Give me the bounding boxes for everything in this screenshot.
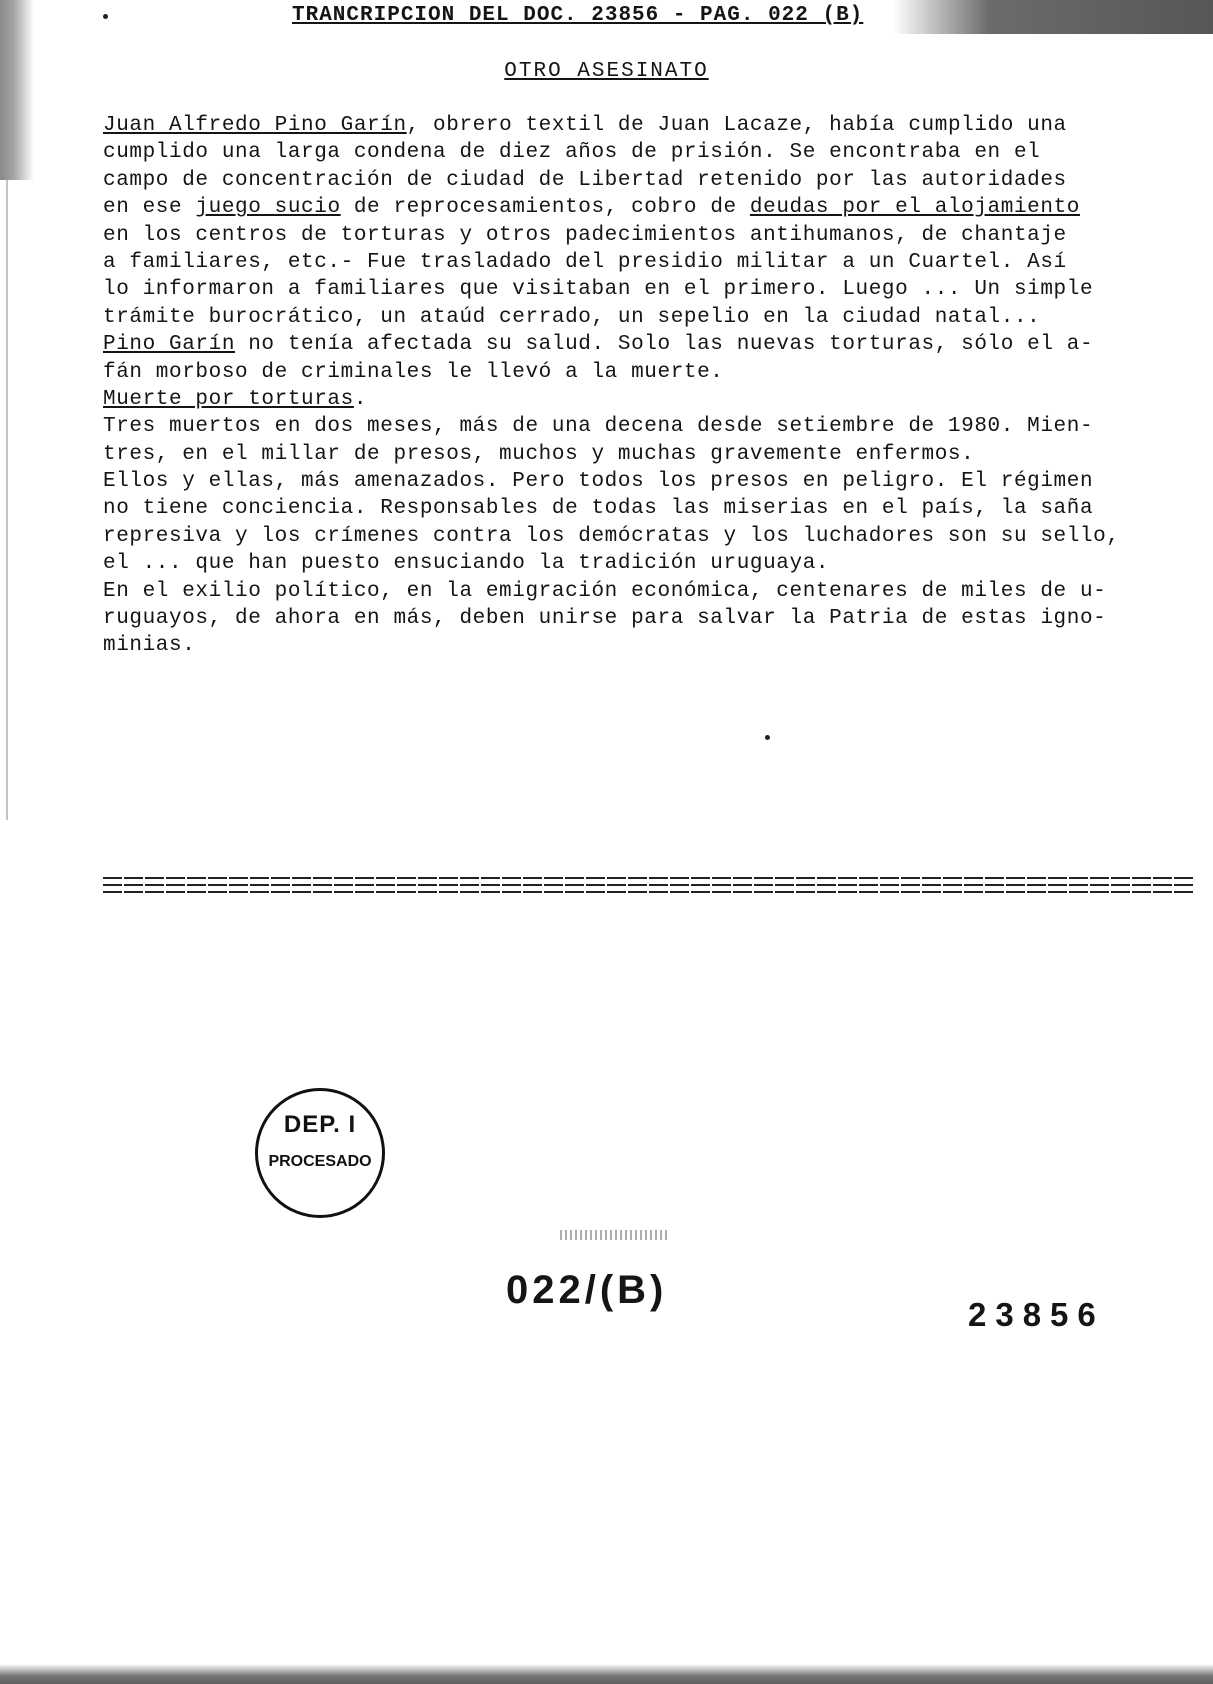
scan-edge-shadow-left xyxy=(0,0,34,180)
article-line xyxy=(103,468,1193,495)
text-segment: En el exilio político, en la emigración económica, centenares de miles de u- xyxy=(103,579,1107,603)
text-segment: campo de concentración de ciudad de Libertad retenido por las autoridades xyxy=(103,168,1067,192)
text-segment: el ... que han puesto ensuciando la tradición uruguaya. xyxy=(103,552,830,576)
text-segment: minias. xyxy=(103,634,196,658)
article-line xyxy=(103,632,1193,659)
article-line xyxy=(103,359,1193,386)
text-segment: ruguayos, de ahora en más, deben unirse para salvar la Patria de estas igno- xyxy=(103,607,1107,631)
divider-line xyxy=(103,884,1193,886)
article-line xyxy=(103,441,1193,468)
article-line xyxy=(103,386,1193,413)
scan-speck xyxy=(103,14,108,19)
underlined-text: deudas por el alojamiento xyxy=(749,196,1080,220)
text-segment: en ese xyxy=(103,196,196,220)
article-line xyxy=(103,331,1193,358)
divider-line xyxy=(103,877,1193,879)
text-segment: Ellos y ellas, más amenazados. Pero todos los presos en peligro. El régimen xyxy=(103,470,1094,494)
scan-edge-line-left xyxy=(6,180,8,820)
text-segment: tres, en el millar de presos, muchos y muchas gravemente enfermos. xyxy=(103,442,975,466)
stamp-status: PROCESADO xyxy=(268,1153,372,1170)
scan-edge-shadow-bottom xyxy=(0,1664,1213,1684)
article-line xyxy=(103,249,1193,276)
scan-speck xyxy=(765,735,770,740)
text-segment: no tiene conciencia. Responsables de todas las miserias en el país, la saña xyxy=(103,497,1094,521)
processed-stamp xyxy=(255,1088,385,1218)
text-segment: Tres muertos en dos meses, más de una decena desde setiembre de 1980. Mien- xyxy=(103,415,1094,439)
text-segment: no tenía afectada su salud. Solo las nuevas torturas, sólo el a- xyxy=(235,333,1094,357)
text-segment: a familiares, etc.- Fue trasladado del presidio militar a un Cuartel. Así xyxy=(103,250,1067,274)
article-line xyxy=(103,413,1193,440)
text-segment: en los centros de torturas y otros padecimientos antihumanos, de chantaje xyxy=(103,223,1067,247)
article-line xyxy=(103,222,1193,249)
article-line xyxy=(103,276,1193,303)
article-title: OTRO ASESINATO xyxy=(504,60,709,83)
underlined-text: Juan Alfredo Pino Garín xyxy=(103,114,407,137)
underlined-text: Muerte por torturas xyxy=(103,387,354,411)
transcription-header: TRANCRIPCION DEL DOC. 23856 - PAG. 022 (B) xyxy=(292,4,864,27)
article-line xyxy=(103,550,1193,577)
text-segment: lo informaron a familiares que visitaban en el primero. Luego ... Un simple xyxy=(103,278,1094,302)
article-line xyxy=(103,605,1193,632)
article-line xyxy=(103,523,1193,550)
ink-smudge xyxy=(560,1230,670,1240)
folio-number: 022/(B) xyxy=(506,1268,668,1312)
article-line xyxy=(103,194,1193,221)
text-segment: . xyxy=(353,387,368,411)
article-line xyxy=(103,578,1193,605)
divider-line xyxy=(103,891,1193,893)
stamp-department: DEP. I xyxy=(283,1111,357,1138)
document-number: 23856 xyxy=(968,1296,1105,1333)
underlined-text: Pino Garín xyxy=(103,333,236,357)
article-line xyxy=(103,495,1193,522)
underlined-text: juego sucio xyxy=(195,196,341,220)
text-segment: fán morboso de criminales le llevó a la muerte. xyxy=(103,360,724,384)
text-segment: represiva y los crímenes contra los demócratas y los luchadores son su sello, xyxy=(103,524,1120,548)
article-line xyxy=(103,304,1193,331)
text-segment: de reprocesamientos, cobro de xyxy=(340,196,750,220)
scan-edge-shadow-top xyxy=(893,0,1213,34)
article-line xyxy=(103,112,1193,139)
article-line xyxy=(103,139,1193,166)
text-segment: cumplido una larga condena de diez años de prisión. Se encontraba en el xyxy=(103,141,1041,165)
article-body xyxy=(103,112,1193,660)
article-line xyxy=(103,167,1193,194)
text-segment: trámite burocrático, un ataúd cerrado, un sepelio en la ciudad natal... xyxy=(103,305,1041,329)
text-segment: , obrero textil de Juan Lacaze, había cumplido una xyxy=(406,114,1067,137)
